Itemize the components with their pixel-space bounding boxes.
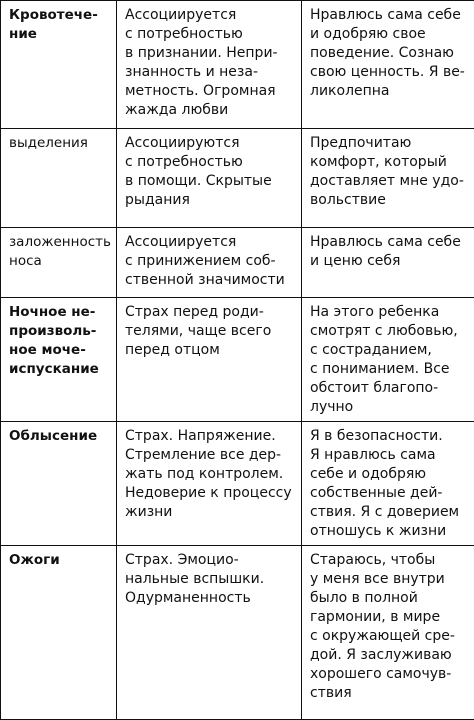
affirmation-cell: Стараюсь, чтобы у меня все внутри было в полной гармонии, в мире с окружающей сре- дой. Я заслуживаю хорошего самочув- ствия bbox=[302, 546, 474, 720]
affirmation-cell: Нравлюсь сама себе и одобряю свое поведение. Сознаю свою ценность. Я ве- ликолепна bbox=[302, 1, 474, 129]
cause-cell: Страх перед роди- телями, чаще всего перед отцом bbox=[117, 298, 302, 422]
table-row bbox=[1, 298, 474, 422]
term-cell: выделения bbox=[1, 129, 117, 228]
affirmation-cell: Предпочитаю комфорт, который доставляет мне удо- вольствие bbox=[302, 129, 474, 228]
affirmation-cell: Я в безопасности. Я нравлюсь сама себе и одобряю собственные дей- ствия. Я с доверием отношусь к жизни bbox=[302, 422, 474, 546]
cause-cell: Ассоциируется с принижением соб- ственной значимости bbox=[117, 228, 302, 298]
term-cell: Облысение bbox=[1, 422, 117, 546]
cause-cell: Страх. Напряжение. Стремление все дер- жать под контролем. Недоверие к процессу жизни bbox=[117, 422, 302, 546]
table-row bbox=[1, 422, 474, 546]
term-cell: заложенность носа bbox=[1, 228, 117, 298]
term-cell: Кровотече- ние bbox=[1, 1, 117, 129]
term-cell: Ночное не- произволь- ное моче- испускание bbox=[1, 298, 117, 422]
table-row bbox=[1, 228, 474, 298]
cause-cell: Ассоциируется с потребностью в признании. Непри- знанность и неза- метность. Огромная жажда любви bbox=[117, 1, 302, 129]
cause-cell: Ассоциируются с потребностью в помощи. Скрытые рыдания bbox=[117, 129, 302, 228]
affirmation-cell: Нравлюсь сама себе и ценю себя bbox=[302, 228, 474, 298]
affirmation-cell: На этого ребенка смотрят с любовью, с состраданием, с пониманием. Все обстоит благопо- лучно bbox=[302, 298, 474, 422]
term-cell: Ожоги bbox=[1, 546, 117, 720]
table-row bbox=[1, 546, 474, 720]
table-row bbox=[1, 129, 474, 228]
table-row bbox=[1, 1, 474, 129]
cause-cell: Страх. Эмоцио- нальные вспышки. Одурманенность bbox=[117, 546, 302, 720]
